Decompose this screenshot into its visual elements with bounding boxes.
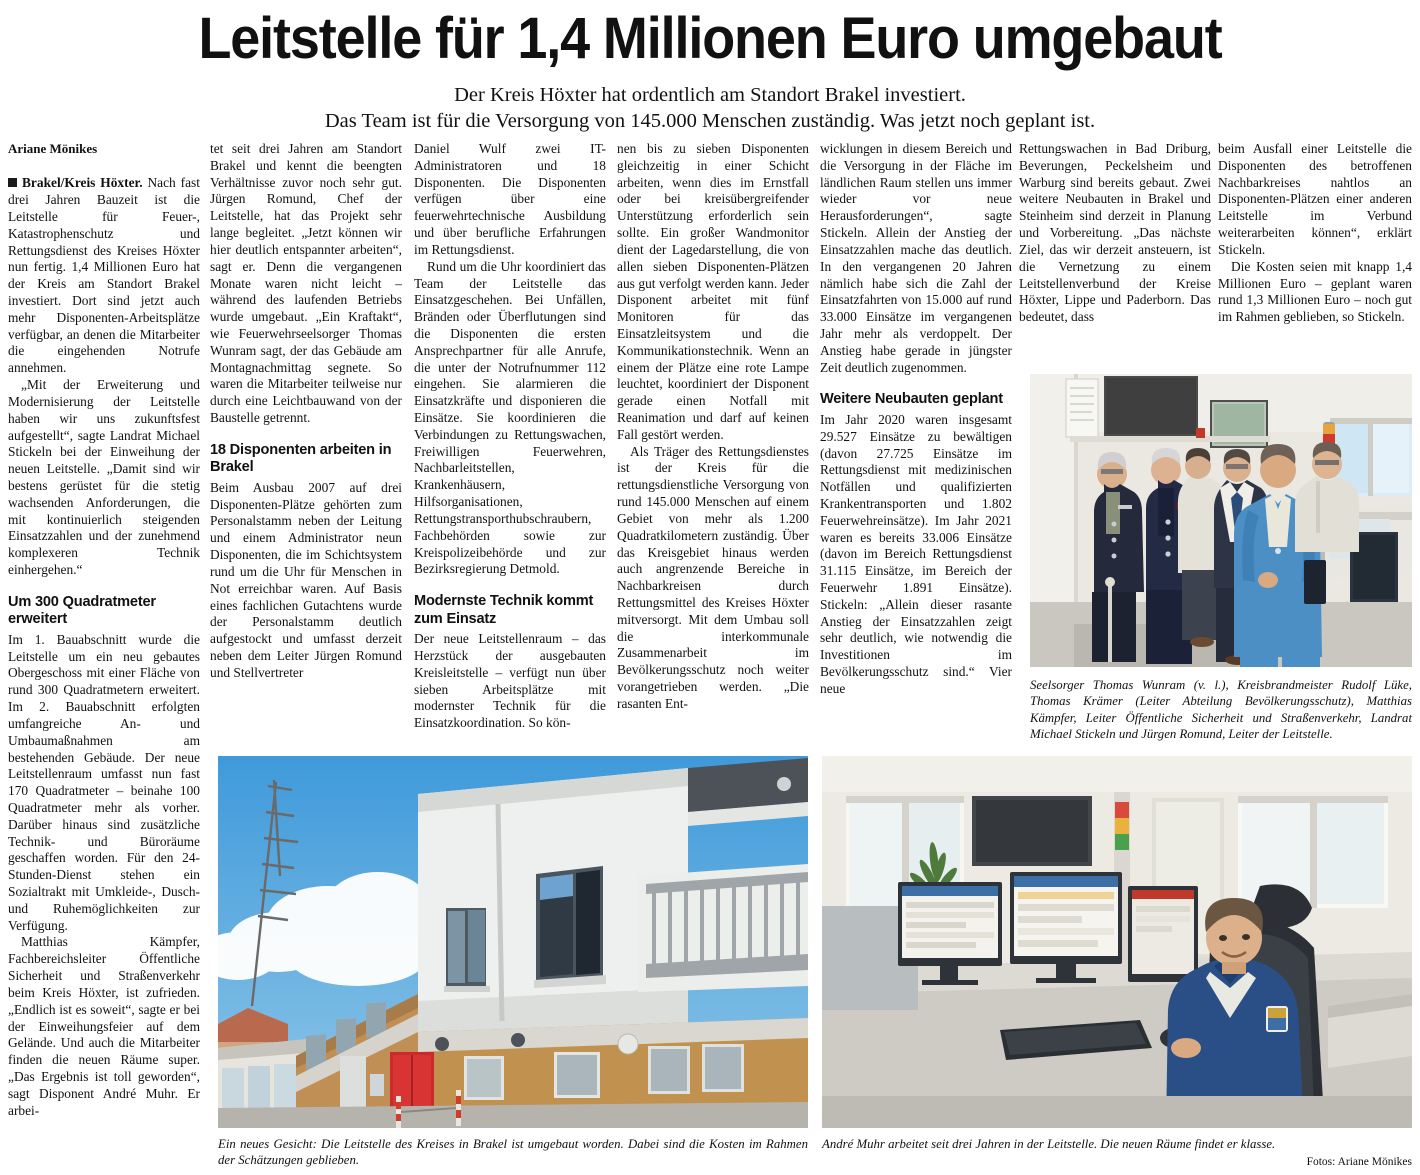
caption-workplace-photo: André Muhr arbeitet seit drei Jahren in der Leitstelle. Die neuen Räume findet er klasse. [822,1137,1276,1151]
photo-group-portrait [1030,374,1412,667]
paragraph-lead [8,175,200,377]
article-column-6 [1019,141,1211,326]
paragraph: „Mit der Erweiterung und Modernisierung der Leitstelle haben wir uns zukunftsfest aufgestellt“, sagte Landrat Michael Stickeln bei der Einweihung der neuen Leitstelle. „Damit sind wir bestens gerüstet für die stetig wachsenden Anforderungen, die mit kontinuierlich steigenden Einsatzzahlen und der zunehmend komplexeren Technik einhergehen.“ [8,377,200,577]
article-column-1 [8,141,200,1119]
photo-workplace-graphic [822,756,1412,1128]
paragraph: Beim Ausbau 2007 auf drei Disponenten-Plätze gehörten zum Personalstamm neben der Leitung und einem Administrator neun Disponenten, die im Schichtsystem rund um die Uhr für Menschen in Not erreichbar waren. Auf Basis eines fachlichen Gutachtens wurde der Personalstamm deutlich aufgestockt und umfasst derzeit neben dem Leiter Jürgen Romund und Stellvertreter [210,479,402,680]
paragraph: Matthias Kämpfer, Fachbereichsleiter Öffentliche Sicherheit und Straßenverkehr beim Kreis Höxter, ist zufrieden. „Endlich ist es soweit“, sagte er bei der Einweihungsfeier auf dem Gelände. Und auch die Mitarbeiter finden die neuen Räume super. „Das Ergebnis ist toll geworden“, sagt Disponent André Muhr. Er arbei- [8,934,200,1118]
paragraph: Daniel Wulf zwei IT-Administratoren und 18 Disponenten. Die Disponenten verfügen über eine feuerwehrtechnische Ausbildung und über berufliche Erfahrungen im Rettungsdienst. [414,141,606,257]
paragraph: nen bis zu sieben Disponenten gleichzeitig in einer Schicht arbeiten, wenn dies im Ernstfall oder bei kreisübergreifender Unterstützung erforderlich sein sollte. Ein großer Wandmonitor dient der Lagedarstellung, die von allen sieben Disponenten-Plätzen aus gut verfolgt werden kann. Jeder Disponent arbeitet mit fünf Monitoren für das Einsatzleitsystem und die Kommunikationstechnik. Wenn an einem der Plätze eine rote Lampe leuchtet, koordiniert der Disponent gerade einen Notfall mit Reanimation und darf auf keinen Fall gestört werden. [617,141,809,442]
paragraph: Als Träger des Rettungsdienstes ist der Kreis für die rettungsdienstliche Versorgung von rund 145.000 Menschen auf einem Gebiet von mehr als 1.200 Quadratkilometern zuständig. Über das Kreisgebiet hinaus werden auch angrenzende Bereiche in Nachbarkreisen durch Rettungsmittel des Kreises Höxter mitversorgt. Mit dem Umbau soll die interkommunale Zusammenarbeit im Bevölkerungsschutz noch weiter vorangetrieben werden. „Die rasanten Ent- [617,443,809,711]
photo-building-exterior-graphic [218,756,808,1128]
dateline-square-icon [8,178,17,187]
caption-building-photo: Ein neues Gesicht: Die Leitstelle des Kreises in Brakel ist umgebaut worden. Dabei sind die Kosten im Rahmen der Schätzungen geblieben. [218,1137,808,1168]
article-column-2 [210,141,402,682]
paragraph: Der neue Leitstellenraum – das Herzstück der ausgebauten Kreisleitstelle – verfügt nun über sieben Arbeitsplätze mit modernster Technik für die Einsatzkoordination. So kön- [414,631,606,731]
subheading-um-300-quadratmeter: Um 300 Quadratmeter erweitert [8,593,156,628]
subheadline-line-2: Das Team ist für die Versorgung von 145.000 Menschen zuständig. Was jetzt noch geplant ist. [324,110,1096,133]
article-column-4 [617,141,809,713]
page-headline: Leitstelle für 1,4 Millionen Euro umgebaut [198,6,1222,71]
paragraph: wicklungen in diesem Bereich und die Versorgung in der Fläche im ländlichen Raum stellen uns immer wieder vor neue Herausforderungen“, sagte Stickeln. Allein der Anstieg der Einsatzzahlen mache das deutlich. In den vergangenen 20 Jahren nämlich habe sich die Zahl der Einsatzfahrten von 15.000 auf rund 33.000 Einsätze im vergangenen Jahr mehr als verdoppelt. Der Anstieg habe gerade in jüngster Zeit deutlich zugenommen. [820,141,1012,375]
photo-group-portrait-graphic [1030,374,1412,667]
article-column-5 [820,141,1012,698]
paragraph: tet seit drei Jahren am Standort Brakel und kennt die beengten Verhältnisse zuvor noch sehr gut. Jürgen Romund, Chef der Leitstelle, hat das Projekt sehr lange begleitet. „Jetzt können wir hier deutlich entspannter arbeiten“, sagt er. Denn die vergangenen Monate waren nicht leicht – während des laufenden Betriebs wurde umgebaut. „Ein Kraftakt“, wie Feuerwehrseelsorger Thomas Wunram sagt, der das Gebäude am Montagnachmittag segnete. So waren die Mitarbeiter teilweise nur durch eine Leichtbauwand von der Baustelle getrennt. [210,141,402,425]
byline: Ariane Mönikes [8,141,98,156]
subheading-weitere-neubauten: Weitere Neubauten geplant [820,391,1003,408]
photo-building-exterior [218,756,808,1128]
subheadline-line-1: Der Kreis Höxter hat ordentlich am Standort Brakel investiert. [454,84,966,106]
subheading-modernste-technik: Modernste Technik kommt zum Einsatz [414,593,594,627]
paragraph: Rund um die Uhr koordiniert das Team der Leitstelle das Einsatzgeschehen. Bei Unfällen, Bränden oder Überflutungen sind die Disponenten die ersten Ansprechpartner für alle Anrufe, die unter der Notrufnummer 112 eingehen. Sie alarmieren die Einsatzkräfte und disponieren die Einsätze. Sie koordinieren die Verbindungen zu Rettungswachen, Freiwilligen Feuerwehren, Nachbarleitstellen, Krankenhäusern, Hilfsorganisationen, Rettungstransporthubschraubern, Fachbehörden sowie zur Kreispolizeibehörde und zur Bezirksregierung Detmold. [414,258,606,577]
dateline: Brakel/Kreis Höxter. [22,175,143,191]
photo-workplace [822,756,1412,1128]
paragraph: Im Jahr 2020 waren insgesamt 29.527 Einsätze zu bewältigen (davon 27.725 Einsätze im Rettungsdienst mit medizinischen Notfällen und qualifizierten Krankentransporten und 1.802 Feuerwehreinsätze). Im Jahr 2021 waren es bereits 33.006 Einsätze (davon im Bereich Rettungsdienst 31.115 Einsätze, im Bereich der Feuerwehr 1.891 Einsätze). Stickeln: „Allein dieser rasante Anstieg der Einsatzzahlen zeigt sehr deutlich, wie notwendig die Investitionen im Bevölkerungsschutz sind.“ Vier neue [820,411,1012,696]
paragraph: beim Ausfall einer Leitstelle die Disponenten des betroffenen Nachbarkreises nahtlos an Disponenten-Plätzen einer anderen Leitstelle im Verbund weiterarbeiten können“, erklärt Stickeln. [1218,141,1412,257]
article-column-3 [414,141,606,732]
photo-credit: Fotos: Ariane Mönikes [1306,1156,1412,1168]
paragraph: Im 1. Bauabschnitt wurde die Leitstelle um ein neu gebautes Obergeschoss mit einer Fläche von rund 300 Quadratmetern erweitert. Im 2. Bauabschnitt erfolgten umfangreiche An- und Umbaumaßnahmen am bestehenden Gebäude. Der neue Leitstellenraum umfasst nun fast 170 Quadratmeter – beinahe 100 Quadratmeter mehr als vorher. Darüber hinaus sind zusätzliche Technik- und Büroräume geschaffen worden. Für den 24-Stunden-Dienst stehen ein Sozialtrakt mit Umkleide-, Dusch- und Ruhemöglichkeiten zur Verfügung. [8,631,200,933]
subheading-18-disponenten: 18 Disponenten arbeiten in Brakel [210,441,392,476]
paragraph: Rettungswachen in Bad Driburg, Beverungen, Peckelsheim und Warburg sind bereits gebaut. Zwei weitere Neubauten in Brakel und Steinheim sind derzeit in Planung und Vorbereitung. „Das nächste Ziel, das wir derzeit ansteuern, ist die Vernetzung zu einem Leitstellenverbund der Kreise Höxter, Lippe und Paderborn. Das bedeutet, dass [1019,141,1211,325]
page-subheadline [210,82,1210,134]
paragraph-lead-text: Nach fast drei Jahren Bauzeit ist die Leitstelle für Feuer-, Katastrophenschutz und Rettungsdienst des Kreises Höxter nun fertig. 1,4 Millionen Euro hat der Kreis am Standort Brakel investiert. Dort sind jetzt auch mehr Disponenten-Arbeitsplätze verfügbar, an denen die Mitarbeiter die eingehenden Notrufe annehmen. [8,175,200,376]
article-column-7 [1218,141,1412,326]
paragraph: Die Kosten seien mit knapp 1,4 Millionen Euro – geplant waren rund 1,3 Millionen Euro – noch gut im Rahmen geblieben, so Stickeln. [1218,258,1412,325]
caption-group-photo: Seelsorger Thomas Wunram (v. l.), Kreisbrandmeister Rudolf Lüke, Thomas Krämer (Leiter Abteilung Bevölkerungsschutz), Matthias Kämpfer, Leiter Öffentliche Sicherheit und Straßenverkehr, Landrat Michael Stickeln und Jürgen Romund, Leiter der Leitstelle. [1030,678,1412,741]
